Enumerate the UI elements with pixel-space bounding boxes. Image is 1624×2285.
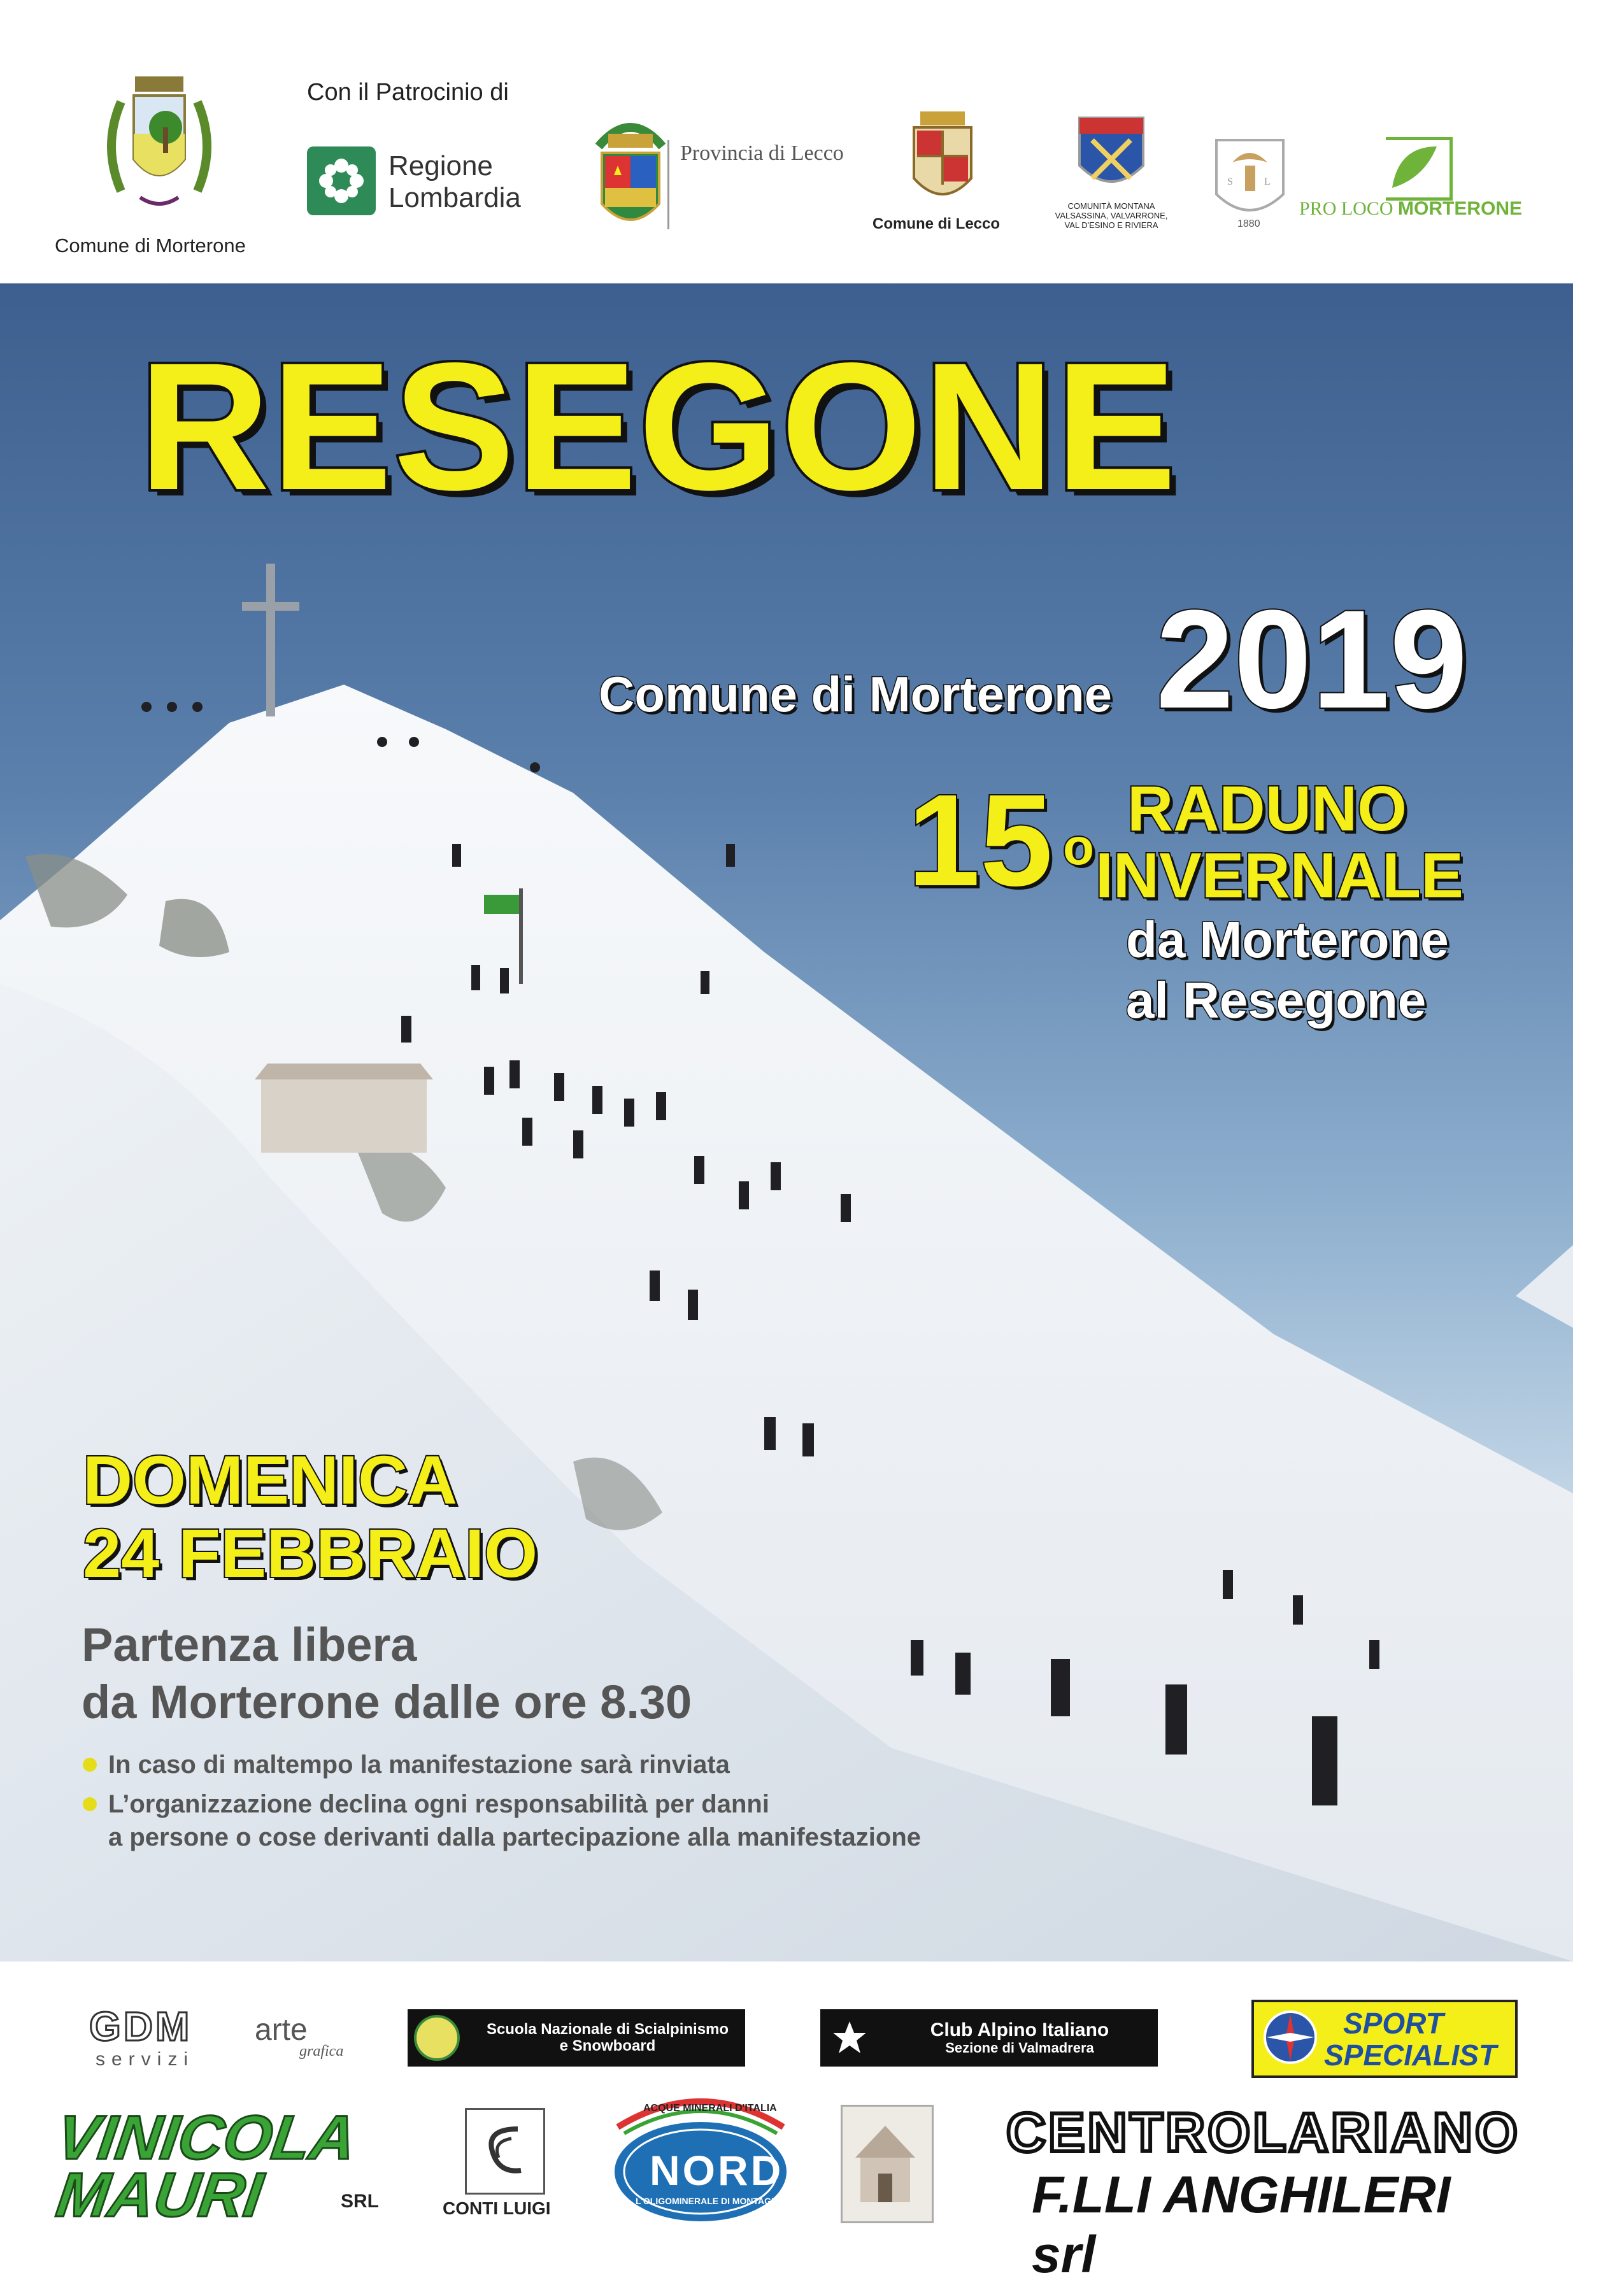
cai-logo bbox=[820, 2009, 1158, 2067]
raduno-label: RADUNO bbox=[1127, 773, 1407, 844]
bullet-icon bbox=[83, 1758, 97, 1772]
comune-morterone-logo bbox=[96, 64, 223, 229]
vinicola-srl: SRL bbox=[341, 2191, 379, 2212]
vinicola-line1: VINICOLA bbox=[52, 2102, 361, 2172]
regione-rose-icon bbox=[307, 146, 376, 215]
event-day: DOMENICA bbox=[83, 1441, 457, 1518]
regione-line1: Regione bbox=[388, 150, 493, 182]
note-text bbox=[108, 1788, 921, 1854]
pro-loco-name: MORTERONE bbox=[1398, 198, 1523, 219]
regione-lombardia-logo bbox=[307, 146, 574, 217]
gdm-logo bbox=[70, 2003, 210, 2073]
norda-top: ACQUE MINERALI D'ITALIA bbox=[643, 2103, 777, 2114]
note-item bbox=[83, 1748, 1134, 1781]
scuola-text bbox=[470, 2021, 745, 2055]
route-line1: da Morterone bbox=[1126, 911, 1449, 968]
morterone-crest-icon bbox=[96, 64, 223, 229]
cai-star-icon bbox=[830, 2019, 869, 2057]
event-title: RESEGONE bbox=[139, 325, 1178, 528]
scuola-badge-icon bbox=[414, 2015, 460, 2061]
sport-line1: SPORT bbox=[1343, 2007, 1444, 2040]
note-text: In caso di maltempo la manifestazione sarà rinviata bbox=[108, 1751, 730, 1779]
notes-list bbox=[83, 1748, 1134, 1854]
norda-wordmark: NORDA bbox=[650, 2147, 816, 2194]
svg-text:S: S bbox=[1227, 176, 1233, 187]
mountain-photo bbox=[0, 283, 1573, 1961]
event-year: 2019 bbox=[1156, 581, 1468, 737]
comune-lecco-logo bbox=[873, 108, 1013, 236]
cai-line1: Club Alpino Italiano bbox=[930, 2019, 1109, 2041]
cai-line2: Sezione di Valmadrera bbox=[945, 2040, 1094, 2056]
comune-subtitle: Comune di Morterone bbox=[599, 666, 1113, 722]
cai-text bbox=[881, 2019, 1158, 2056]
compass-icon bbox=[1262, 2009, 1319, 2066]
edition-number bbox=[908, 767, 1094, 913]
edition-number-value: 15 bbox=[908, 767, 1053, 913]
sponsor-strip bbox=[0, 1965, 1624, 2284]
arte-grafica-logo bbox=[255, 2012, 369, 2070]
event-date: 24 FEBBRAIO bbox=[83, 1514, 538, 1591]
provincia-lecco-logo bbox=[586, 108, 892, 236]
note-item bbox=[83, 1788, 1134, 1854]
gdm-wordmark: GDM bbox=[89, 2004, 192, 2049]
conti-monogram-icon bbox=[465, 2108, 545, 2195]
start-line1: Partenza libera bbox=[82, 1618, 417, 1671]
pro-loco-prefix: PRO LOCO bbox=[1299, 198, 1393, 219]
start-line2: da Morterone dalle ore 8.30 bbox=[82, 1676, 692, 1728]
svg-text:L: L bbox=[1264, 176, 1271, 187]
provincia-label: Provincia di Lecco bbox=[680, 141, 844, 165]
scuola-scialpinismo-logo bbox=[408, 2009, 745, 2067]
scuola-line2: e Snowboard bbox=[559, 2037, 656, 2054]
pro-loco-text bbox=[1299, 198, 1522, 220]
centrolariano-logo bbox=[1006, 2102, 1528, 2284]
vinicola-mauri-logo bbox=[52, 2102, 388, 2230]
pro-loco-leaf-icon bbox=[1386, 137, 1453, 201]
gdm-sub: servizi bbox=[96, 2049, 195, 2070]
comunita-caption: COMUNITÀ MONTANA VALSASSINA, VALVARRONE, VAL D'ESINO E RIVIERA bbox=[1055, 201, 1168, 230]
edition-degree: o bbox=[1063, 818, 1094, 875]
vinicola-line2: MAURI bbox=[52, 2160, 267, 2230]
sport-line2: SPECIALIST bbox=[1324, 2039, 1497, 2072]
patronage-strip bbox=[0, 0, 1624, 280]
local-shop-logo bbox=[841, 2105, 934, 2223]
norda-logo bbox=[605, 2082, 816, 2224]
pro-loco-logo bbox=[1299, 137, 1528, 232]
chapel-icon bbox=[843, 2107, 928, 2217]
route-line2: al Resegone bbox=[1126, 972, 1427, 1029]
comunita-crest-icon bbox=[1076, 115, 1146, 197]
scuola-line1: Scuola Nazionale di Scialpinismo bbox=[486, 2020, 729, 2038]
provincia-crest-icon bbox=[586, 108, 675, 236]
norda-bottom: L'OLIGOMINERALE DI MONTAGNA bbox=[636, 2196, 785, 2206]
comune-morterone-caption: Comune di Morterone bbox=[55, 234, 246, 257]
regione-line2: Lombardia bbox=[388, 182, 521, 213]
sel-year: 1880 bbox=[1237, 218, 1260, 229]
conti-luigi-caption: CONTI LUIGI bbox=[443, 2198, 551, 2218]
sel-logo bbox=[1213, 137, 1286, 239]
patrocinio-label: Con il Patrocinio di bbox=[307, 79, 509, 106]
comunita-montana-logo bbox=[1051, 115, 1172, 242]
centrolariano-wordmark: CENTROLARIANO bbox=[1006, 2102, 1520, 2163]
note2-line2: a persone o cose derivanti dalla partecipazione alla manifestazione bbox=[108, 1823, 921, 1851]
conti-luigi-logo bbox=[439, 2108, 580, 2223]
sport-specialist-logo bbox=[1251, 2000, 1518, 2078]
invernale-label: INVERNALE bbox=[1095, 840, 1464, 911]
anghileri-wordmark: F.LLI ANGHILERI srl bbox=[1032, 2166, 1451, 2284]
provincia-divider bbox=[667, 140, 669, 229]
bullet-icon bbox=[83, 1797, 97, 1811]
lecco-crest-icon bbox=[898, 108, 987, 210]
arte-sub: grafica bbox=[299, 2043, 344, 2060]
sel-eagle-icon bbox=[1213, 137, 1286, 226]
arte-wordmark: arte bbox=[255, 2013, 308, 2047]
comune-lecco-caption: Comune di Lecco bbox=[873, 215, 1001, 232]
note2-line1: L’organizzazione declina ogni responsabilità per danni bbox=[108, 1790, 769, 1818]
